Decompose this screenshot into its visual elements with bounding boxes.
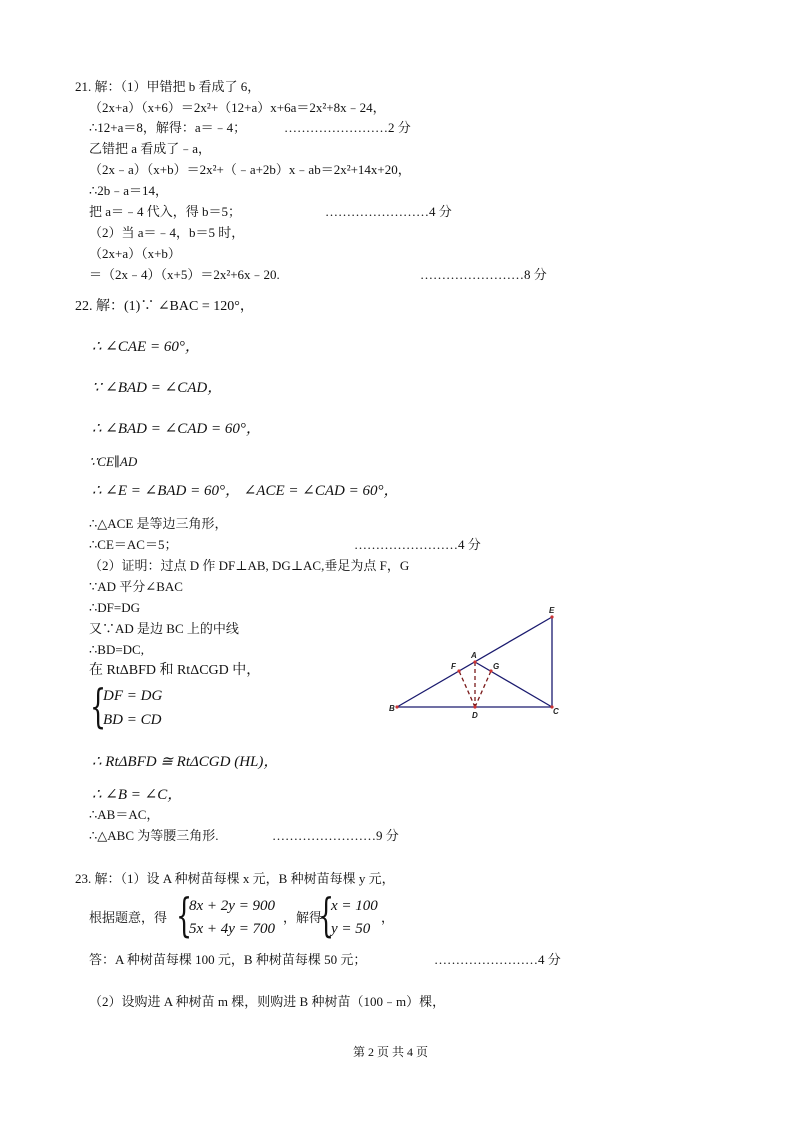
- label-C: C: [553, 707, 559, 716]
- q23-line-2b: ，解得: [283, 910, 323, 925]
- q22-line-4: ∴ ∠BAD = ∠CAD = 60°，: [92, 421, 261, 437]
- page-footer: 第 2 页 共 4 页: [353, 1045, 429, 1059]
- label-D: D: [472, 711, 478, 720]
- q22-line-16: ∴ ∠B = ∠C，: [92, 787, 183, 803]
- q23-line-2a: 根据题意，得: [89, 910, 168, 925]
- q22-line-18: ∴△ABC 为等腰三角形.: [89, 828, 219, 843]
- q22-system-eq-1: DF = DG: [103, 688, 163, 704]
- q22-line-11: ∴DF=DG: [89, 600, 140, 615]
- q23-sol-2: y = 50: [331, 921, 371, 937]
- q23-line-2c: ，: [381, 910, 395, 925]
- label-F: F: [451, 662, 456, 671]
- sol-system-brace: {: [318, 888, 335, 942]
- q23-score-4: ……………………4 分: [434, 952, 561, 967]
- q23-line-4: （2）设购进 A 种树苗 m 棵，则购进 B 种树苗（100﹣m）棵，: [89, 994, 446, 1009]
- label-G: G: [493, 662, 500, 671]
- q22-line-5: ∵CE∥AD: [89, 454, 138, 469]
- q21-line-6: ∴2b﹣a＝14，: [89, 183, 169, 198]
- label-B: B: [389, 704, 395, 713]
- q23-line-1: 23. 解：（1）设 A 种树苗每棵 x 元，B 种树苗每棵 y 元，: [75, 871, 395, 886]
- system-brace: {: [90, 679, 107, 733]
- label-E: E: [549, 606, 555, 615]
- q21-score-2: ……………………2 分: [284, 120, 411, 135]
- q21-line-5: （2x﹣a）（x+b）＝2x²+（﹣a+2b）x﹣ab＝2x²+14x+20，: [89, 162, 411, 177]
- q21-line-9: （2x+a）（x+b）: [89, 246, 181, 261]
- q22-line-17: ∴AB＝AC，: [89, 807, 160, 822]
- q21-line-2: （2x+a）（x+6）＝2x²+（12+a）x+6a＝2x²+8x﹣24，: [89, 100, 386, 115]
- q21-line-8: （2）当 a＝﹣4，b＝5 时，: [89, 225, 245, 240]
- q22-line-15: ∴ RtΔBFD ≅ RtΔCGD (HL)，: [92, 754, 279, 770]
- q21-line-1: 21. 解：（1）甲错把 b 看成了 6，: [75, 79, 261, 94]
- q22-line-6: ∴ ∠E = ∠BAD = 60°， ∠ACE = ∠CAD = 60°，: [92, 483, 399, 499]
- label-A: A: [471, 651, 477, 660]
- q22-line-13: ∴BD=DC,: [89, 642, 144, 657]
- q22-line-3: ∵ ∠BAD = ∠CAD，: [92, 380, 223, 396]
- q22-line-12: 又∵AD 是边 BC 上的中线: [89, 621, 239, 636]
- q21-line-10: ＝（2x﹣4）（x+5）＝2x²+6x﹣20.: [89, 267, 280, 282]
- q22-line-1: 22. 解：(1)∵ ∠BAC = 120°，: [75, 299, 254, 314]
- q22-line-10: ∵AD 平分∠BAC: [89, 579, 183, 594]
- q23-eq-1: 8x + 2y = 900: [189, 898, 276, 914]
- q22-score-9: ……………………9 分: [272, 828, 399, 843]
- q23-line-3: 答：A 种树苗每棵 100 元，B 种树苗每棵 50 元；: [89, 952, 367, 967]
- q23-eq-2: 5x + 4y = 700: [189, 921, 276, 937]
- q22-line-8: ∴CE＝AC＝5；: [89, 537, 178, 552]
- q22-line-14: 在 RtΔBFD 和 RtΔCGD 中，: [89, 663, 261, 678]
- eq-system-brace: {: [176, 888, 193, 942]
- q21-score-8: ……………………8 分: [420, 267, 547, 282]
- q21-line-4: 乙错把 a 看成了﹣a，: [89, 141, 212, 156]
- q22-score-4: ……………………4 分: [354, 537, 481, 552]
- triangle-figure: [385, 602, 570, 722]
- q21-line-3: ∴12+a＝8，解得：a＝﹣4；: [89, 120, 247, 135]
- q23-sol-1: x = 100: [331, 898, 378, 914]
- q22-line-7: ∴△ACE 是等边三角形，: [89, 516, 228, 531]
- q22-line-9: （2）证明：过点 D 作 DF⊥AB, DG⊥AC,垂足为点 F，G: [89, 558, 410, 573]
- q21-score-4: ……………………4 分: [325, 204, 452, 219]
- q22-system-eq-2: BD = CD: [103, 712, 162, 728]
- q22-line-2: ∴ ∠CAE = 60°，: [92, 339, 200, 355]
- q21-line-7: 把 a＝﹣4 代入，得 b＝5；: [89, 204, 242, 219]
